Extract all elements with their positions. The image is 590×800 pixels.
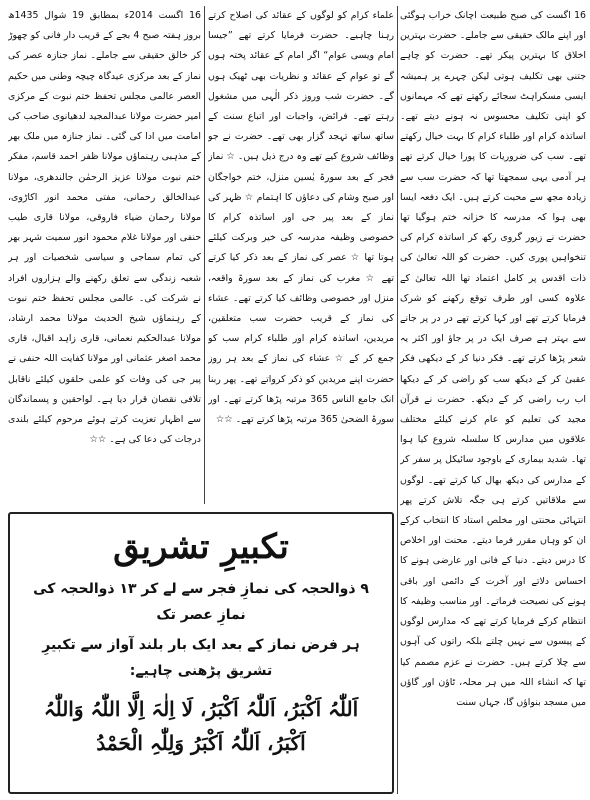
box-title: تکبیرِ تشریق — [113, 527, 289, 567]
article-text: علماء کرام کو لوگوں کے عقائد کی اصلاح کرتے رہنا چاہیے۔ حضرت فرمایا کرتے تھے ”جیسا امام ویسی عوام“ اگر امام کے عقائد پختہ ہوں گے تو عوام کے عقائد و نظریات بھی ٹھیک ہوں گے۔ حضرت شب وروز ذکر الٰہی میں مشغول رہتے تھے۔ فرائض، واجبات اور اتباع سنت کے ساتھ ساتھ تہجد گزار بھی تھے۔ حضرت نے جو وظائف شروع کیے تھے وہ درج ذیل ہیں۔ ☆ نماز فجر کے بعد سورۃ یٰسین منزل، ختم خواجگان اور صبح وشام کی دعاؤں کا اہتمام ☆ ظہر کی نماز کے بعد پیر جی اور اساتذہ کرام کا خصوصی وظیفہ مدرسہ کی خیر وبرکت کیلئے ہوتا تھا ☆ عصر کی نماز کے بعد ذکر کیا کرتے تھے ☆ مغرب کی نماز کے بعد سورۃ واقعہ، منزل اور خصوصی وظائف کیا کرتے تھے۔ عشاء کی نماز کے قریب حضرت سب متعلقین، مریدین، اساتذہ کرام اور طلباء کرام سب کو جمع کر کے ☆ عشاء کی نماز کے بعد ہر روز حضرت اپنے مریدین کو ذکر کرواتے تھے۔ پھر ربنا انک جامع الناس 365 مرتبہ پڑھا کرتے تھے۔ اور سورۃ الضحیٰ 365 مرتبہ پڑھا کرتے تھے۔ ☆☆ — [208, 10, 394, 426]
takbeer-text: اَللّٰہُ اَکْبَرُ، اَللّٰہُ اَکْبَرُ، لَا اِلٰہَ اِلَّا اللّٰہُ وَاللّٰہُ اَکْبَرُ، اَللّٰہُ اَکْبَرُ وَلِلّٰہِ الْحَمْدُ — [43, 697, 359, 755]
article-column-middle — [208, 6, 394, 506]
article-column-left — [8, 6, 201, 506]
column-divider — [204, 6, 205, 504]
takbeer-box — [8, 512, 394, 794]
box-instruction: ہر فرض نماز کے بعد ایک بار بلند آواز سے تکبیرِ تشریق پڑھنی چاہیے: — [42, 637, 360, 679]
box-instruction: ۹ ذوالحجہ کی نمازِ فجر سے لے کر ۱۳ ذوالحجہ کی نمازِ عصر تک — [33, 581, 369, 623]
article-text: 16 اگست کی صبح طبیعت اچانک خراب ہوگئی اور اپنے مالک حقیقی سے جاملے۔ حضرت بہترین اخلاق کا بہترین پیکر تھے۔ حضرت کو چاہے جتنی بھی تکلیف ہوتی لیکن چہرے پر ہمیشہ ایسی مسکراہٹ سجائے رکھتے تھے کہ مہمانوں کو اپنی تکلیف محسوس نہ ہونے دیتے تھے۔ اساتذہ کرام اور طلباء کرام کا بہت خیال رکھتے تھے۔ سب کی ضروریات کا پورا خیال کرتے تھے ہر آدمی یہی سمجھتا تھا کہ حضرت سب سے زیادہ مجھ سے محبت کرتے ہیں۔ ایک دفعہ ایسا بھی ہوا کہ مدرسہ کا خزانہ ختم ہوگیا تھا حضرت نے زیور گروی رکھ کر اساتذہ کرام کی تنخواہیں پوری کیں۔ حضرت کو اللہ تعالیٰ کی ذات اقدس پر کامل اعتماد تھا اللہ تعالیٰ کے علاوہ کسی اور طرف توقع رکھنے کو شرک فرمایا کرتے تھے اور کہا کرتے تھے در در پر جانے سے بہتر ہے صرف ایک در پر جاؤ اور اکثر یہ شعر پڑھا کرتے تھے۔ فکر دنیا کر کے دیکھی فکر عقبیٰ کر کے دیکھ سب کو راضی کر کے دیکھا اب رب راضی کر کے دیکھ۔ حضرت نے قرآن مجید کی تعلیم کو عام کرنے کیلئے مختلف علاقوں میں مدارس کا سلسلہ شروع کیا ہوا تھا۔ شدید بیماری کے باوجود سائیکل پر سفر کر کے مدارس کی دیکھ بھال کیا کرتے تھے۔ لوگوں سے ملاقاتیں کرتے ہی جگہ تلاش کرتے پھر انتہائی محنتی اور مخلص استاد کا انتخاب کرکے ان کو وہاں مقرر فرما دیتے۔ محنت اور اخلاص کا درس دیتے۔ دنیا کے فانی اور عارضی ہونے کا احساس دلاتے اور آخرت کے دائمی اور باقی ہونے کی نصیحت فرماتے۔ اور مناسب وظیفہ کا انتظام کرکے فرمایا کرتے تھے کہ مدارس لوگوں کے پیسوں سے نہیں چلتے بلکہ راتوں کی آہوں سے چلا کرتے ہیں۔ حضرت نے عزم مصمم کیا تھا کہ انشاء اللہ میں ہر محلہ، ٹاؤن اور گاؤں میں مسجد بنواؤں گا، جہاں سنت — [400, 10, 586, 708]
article-text: 16 اگست 2014ء بمطابق 19 شوال 1435ھ بروز ہفتہ صبح 4 بجے کے قریب دار فانی کو چھوڑ کر خالق حقیقی سے جاملے۔ نماز جنازہ عصر کی نماز کے بعد مرکزی عیدگاہ چیچہ وطنی میں حکیم العصر عالمی مجلس تحفظ ختم نبوت کے مرکزی امیر حضرت مولانا عبدالمجید لدھیانوی صاحب کی امامت میں ادا کی گئی۔ نماز جنازہ میں ملک بھر کے مذہبی رہنماؤں مولانا ظفر احمد قاسم، مفکر ختم نبوت مولانا عزیز الرحمٰن جالندھری، مولانا عبدالخالق رحمانی، مفتی محمد انور اکاڑوی، مولانا رحمان ضیاء فاروقی، مولانا قاری طیب حنفی اور مولانا غلام محمود انور سمیت شہر بھر کی تمام سماجی و سیاسی شخصیات اور ہر شعبہ زندگی سے تعلق رکھنے والے ہزاروں افراد نے شرکت کی۔ عالمی مجلس تحفظ ختم نبوت کے رہنماؤں شیخ الحدیث مولانا محمد ارشاد، مولانا عبدالحکیم نعمانی، قاری زاہد اقبال، قاری محمد اصغر عثمانی اور مولانا کفایت اللہ حنفی نے پیر جی کی وفات کو علمی حلقوں کیلئے ناقابل تلافی نقصان قرار دیا ہے۔ لواحقین و پسماندگان سے اظہار تعزیت کرتے ہوئے مرحوم کیلئے بلندی درجات کی دعا کی ہے۔ ☆☆ — [8, 10, 201, 446]
column-divider — [397, 6, 398, 794]
article-column-right — [400, 6, 586, 796]
